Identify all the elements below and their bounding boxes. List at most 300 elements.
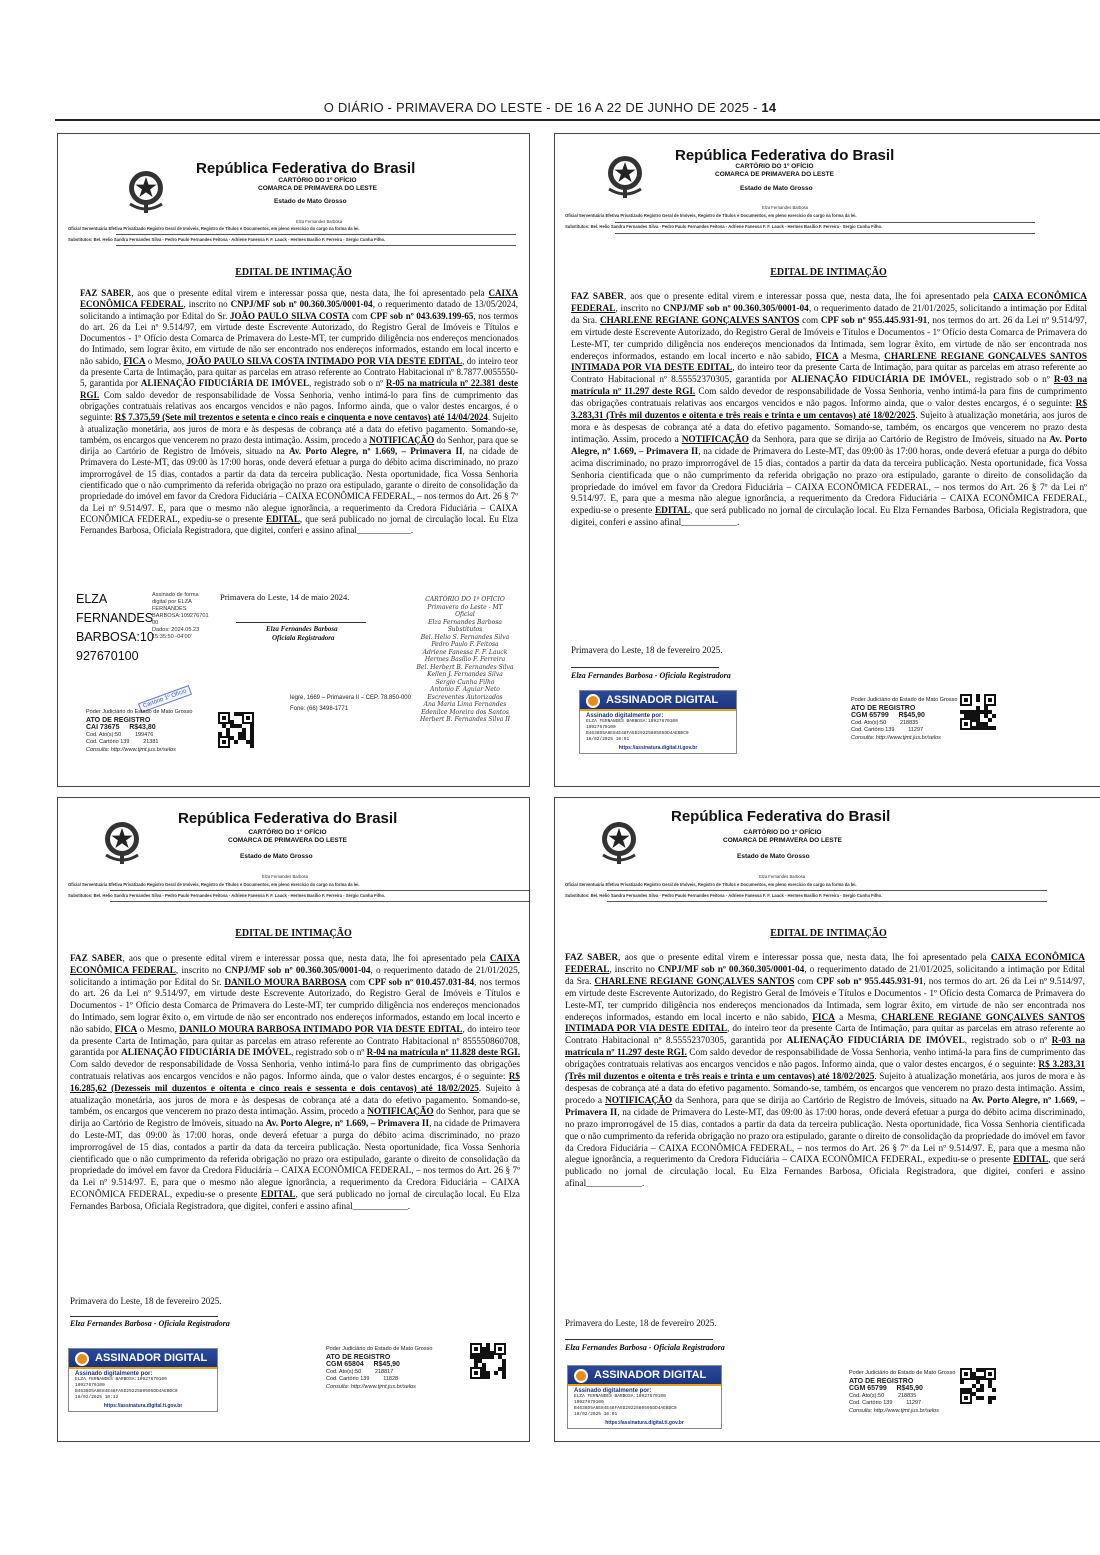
reg-consulta (849, 1408, 955, 1416)
hand-line: Antonio F. Aguiar Neto (430, 686, 500, 693)
hand-line: Escreventes Autorizados (427, 693, 503, 701)
coat-of-arms-icon (593, 815, 645, 867)
signature-line (565, 1339, 713, 1340)
cartorio-name (258, 177, 377, 193)
body-text: Com saldo devedor de responsabilidade de Vossa Senhoria, venho intimá-lo para fins de cumprimento das obrigações contratuais relativas aos encargos vencidos e não pagos. Informo ainda, que o valor destes encargos, é o seguinte: (80, 389, 518, 423)
badge-line: 18/02/2025 10:01 (574, 1412, 618, 1417)
body-text: . Sujeito à atualização monetária, aos juros de mora e às despesas de cobrança até a data do efetivo pagamento. Somando-se, também, os encargos que vencerem no prazo desta intimação. Assim, procedo a (565, 1072, 1085, 1106)
faz-saber: FAZ SABER (565, 953, 619, 963)
edital-body (70, 953, 520, 1213)
edital-header (555, 134, 1100, 254)
qr-code-icon (218, 712, 254, 748)
reg-cod-ato-text: Cod. Ato(s):50 (326, 1368, 362, 1375)
body-text: . Sujeito à atualização monetária, aos juros de mora e às despesas de cobrança até a data do efetivo pagamento. Somando-se, também, os encargos que vencerem no prazo desta intimação. Assim, procedo a (70, 1082, 520, 1117)
edital-header (58, 798, 529, 918)
reg-cod-cart-text: Cod. Cartório 139 (86, 739, 130, 745)
oficial-name: Elza Fernandes Barbosa (296, 219, 343, 224)
badge-label: Assinado digitalmente por: (574, 1388, 652, 1394)
estado-line: Estado de Mato Grosso (240, 853, 313, 860)
body-text: , que será publicado no jornal de circulação local. Eu Elza Fernandes Barbosa, Oficiala Registradora, que digitei, conferi e assino afinal____________. (70, 1188, 520, 1211)
address: Av. Porto Alegre, nº 1.669, – Primavera II (289, 446, 463, 457)
reg-poder: Poder Judiciário do Estado de Mato Grosso (849, 1370, 956, 1376)
hand-line: Hermes Basílio F. Ferreira (424, 656, 506, 663)
cartorio-line: CARTÓRIO DO 1º OFÍCIO (278, 177, 357, 184)
intimado-name: CHARLENE REGIANE GONÇALVES SANTOS (599, 315, 800, 326)
dsign-line: 00 (152, 620, 159, 626)
hand-line: Kellen J. Fernandes Silva (427, 671, 503, 678)
comarca-line: COMARCA DE PRIMAVERA DO LESTE (228, 837, 347, 844)
edital-title: EDITAL DE INTIMAÇÃO (235, 267, 352, 278)
oficial-line (565, 882, 857, 887)
badge-line: 18/02/2025 10:12 (75, 1395, 119, 1400)
reg-ato: ATO DE REGISTRO (86, 716, 151, 724)
oficial-line (565, 213, 857, 218)
body-text: , na cidade de Primavera do Leste-MT, das 09:00 às 17:00 horas, onde deverá efetuar a purga do débito acima discriminado, no prazo improrrogável de 15 dias, contados a partir da data da terceira publicação. Nesta oportunidade, fica Vossa Senhoria cientificada que o não cumprimento da referida obrigação no prazo ora estipulado, garante o direito de consolidação da propriedade do imóvel em favor da Credora Fiduciária – CAIXA ECONÔMICA FEDERAL, – nos termos do Art. 26 § 7º da Lei nº 9.514/97. E, para que a mesma não alegue ignorância, a requerimento da Credora Fiduciária – CAIXA ECONÔMICA FEDERAL, expediu-se o presente (565, 1107, 1085, 1166)
cartorio-stamp: Cartório 1º Ofício (138, 685, 192, 713)
alienacao: ALIENAÇÃO FIDUCIÁRIA DE IMÓVEL (786, 1036, 965, 1047)
hand-line: Primavera do Leste - MT (427, 603, 503, 611)
reg-ato: ATO DE REGISTRO (849, 1377, 914, 1385)
badge-title: ASSINADOR DIGITAL (594, 1369, 707, 1381)
body-text: , inscrito no (183, 299, 231, 310)
fica: FICA (123, 355, 146, 366)
edital-panel-charlene-republication (554, 797, 1100, 1442)
intimado-statement: DANILO MOURA BARBOSA INTIMADO POR VIA DESTE EDITAL (179, 1023, 463, 1034)
hand-line: Edenilce Moreira dos Santos (421, 708, 509, 716)
estado-line: Estado de Mato Grosso (737, 853, 810, 860)
signature-logo-icon (574, 1369, 588, 1383)
reg-cod-ato-text: Cod. Ato(s):50 (849, 1392, 885, 1399)
matricula: R-05 na matrícula nº 22.381 deste RGI. (80, 378, 518, 400)
signer-name: Elza Fernandes Barbosa (266, 625, 338, 633)
reg-cod-cart (851, 727, 957, 735)
office-address-line: legre, 1669 – Primavera II – CEP. 78.850-000 (290, 695, 411, 701)
digital-signature-badge (68, 1348, 218, 1412)
oficial-line-text: Oficial Serventuária Efetiva Privatizado Registro Geral de Imóveis, Registro de Títulos e Documentos, em pleno exercício do cargo na forma da lei. (68, 882, 360, 887)
fica: FICA (114, 1023, 138, 1034)
reg-cgm (86, 724, 192, 732)
handwritten-stamp (410, 596, 520, 724)
republica-title: República Federativa do Brasil (178, 810, 398, 827)
hand-line: Elza Fernandes Barbosa (428, 618, 502, 626)
oficial-name: Elza Fernandes Barbosa (262, 874, 309, 879)
dsign-line: BARBOSA:109276701 (152, 613, 209, 619)
creditor-name: CAIXA ECONÔMICA FEDERAL (70, 953, 520, 975)
badge-line: B4638D5A6E84E48FA5D2922580595DD4AEBDC0 (574, 1406, 677, 1411)
edital-body (80, 288, 518, 537)
substitutos-line-text: Substitutos: Bel. Helio Sandra Fernandes Silva - Pedro Paulo Fernandes Feitosa - Adriene Fanessa F. F. Lauck - Hermes Basílio F. Ferreira - Sergio Cunha Filho. (565, 893, 883, 898)
dsign-line: FERNANDES (152, 606, 187, 612)
body-text: , o requerimento datado de 21/01/2025, solicitando a intimação por Edital da Sra. (571, 303, 1087, 326)
body-text: . Sujeito à atualização monetária, aos juros de mora e às despesas de cobrança até a data do efetivo pagamento. Somando-se, também, os encargos que vencerem no prazo desta intimação. Assim, procedo a (571, 411, 1088, 445)
body-text: , aos que o presente edital virem e interessar possa que, nesta data, lhe foi apresentado pela (122, 953, 490, 963)
reg-ato: ATO DE REGISTRO (851, 704, 916, 712)
signature-line (571, 667, 719, 668)
cpf: CPF sob nº 010.457.031-84 (368, 976, 475, 987)
intimado-statement: CHARLENE REGIANE GONÇALVES SANTOS INTIMADA POR VIA DESTE EDITAL (571, 351, 1087, 374)
cartorio-name (228, 829, 347, 845)
reg-poder: Poder Judiciário do Estado de Mato Grosso (86, 709, 193, 715)
header-rule (615, 222, 1035, 223)
signer-footer: Elza Fernandes Barbosa - Oficiala Registradora (70, 1319, 230, 1328)
debt-amount: R$ 3.283,31 (Três mil duzentos e oitenta e três reais e trinta e um centavos) até 18/02/2025 (565, 1060, 1085, 1083)
badge-header (580, 691, 736, 711)
edital-header (555, 798, 1100, 918)
dsign-line: 15:35:50 -04'00' (152, 634, 192, 640)
header-rule (116, 245, 516, 246)
body-text: , inscrito no (175, 964, 225, 975)
office-phone: Fone: (66) 3498-1771 (290, 706, 349, 712)
reg-cod-cart-text: Cod. Cartório 139 (326, 1376, 370, 1382)
creditor-name: CAIXA ECONÔMICA FEDERAL (80, 288, 519, 310)
registry-seal (326, 1346, 432, 1391)
badge-line: ELZA FERNANDES BARBOSA:10927670100 (75, 1377, 167, 1382)
body-text: , o requerimento datado de 21/01/2025, solicitando a intimação por Edital da Sra. (565, 964, 1085, 987)
reg-valor: R$45,90 (896, 1385, 923, 1392)
cartorio-line: CARTÓRIO DO 1º OFÍCIO (735, 163, 814, 170)
cnpj: CNPJ/MF sob nº 00.360.305/0001-04 (657, 964, 805, 975)
republica-title: República Federativa do Brasil (671, 808, 891, 825)
signature-line (236, 622, 366, 623)
edital-word: EDITAL (260, 1188, 296, 1199)
reg-consulta-text: Consulta: http://www.tjmt.jus.br/selos (86, 746, 176, 753)
body-text: , aos que o presente edital virem e interessar possa que, nesta data, lhe foi apresentado pela (618, 953, 991, 963)
badge-line: ELZA FERNANDES BARBOSA:10927670100 (574, 1394, 666, 1399)
edital-date: Primavera do Leste, 18 de fevereiro 2025. (70, 1296, 222, 1306)
cartorio-line: CARTÓRIO DO 1º OFÍCIO (248, 829, 327, 836)
header-rule (110, 890, 530, 891)
body-text: , nos termos do art. 26 da Lei nº 9.514/97, em virtude deste Escrevente Autorizado, do Registro Geral de Imóveis e Títulos e Documentos - 1º Ofício desta Comarca de Primavera do Leste-MT, ter cumprido diligência nos endereços mencionados da Intimada, sem lograr êxito, em virtude de não ser encontrada nos endereços informados, estando em local incerto e não sabido, (565, 976, 1086, 1023)
body-text: , na cidade de Primavera do Leste-MT, das 09:00 às 17:00 horas, onde deverá efetuar a purga do débito acima discriminado, no prazo improrrogável de 15 dias, contados a partir da data da terceira publicação. Nesta oportunidade, fica Vossa Senhoria cientificado que o não cumprimento da referida obrigação no prazo ora estipulado, garante o direito de consolidação da propriedade do imóvel em favor da Credora Fiduciária – CAIXA ECONÔMICA FEDERAL, – nos termos do Art. 26 § 7º da Lei nº 9.514/97. E, para que o mesmo não alegue ignorância, a requerimento da Credora Fiduciária – CAIXA ECONÔMICA FEDERAL, expediu-se o presente (80, 446, 518, 524)
address: Av. Porto Alegre, nº 1.669, – Primavera II (565, 1095, 1086, 1118)
reg-valor: R$45,90 (898, 712, 925, 719)
reg-valor: R$43,80 (129, 724, 156, 731)
body-text: , aos que o presente edital virem e interessar possa que, nesta data, lhe foi apresentado pela (131, 288, 489, 298)
reg-num2: 21381 (143, 739, 159, 745)
notificacao: NOTIFICAÇÃO (604, 1095, 673, 1106)
edital-word: EDITAL (1013, 1155, 1049, 1166)
body-text: , do inteiro teor da presente Carta de Intimação, para quitar as parcelas em atraso referente ao Contrato Habitacional nº 8.55552370305, garantida por (571, 363, 1087, 386)
substitutos-line-text: Substitutos: Bel. Helio Sandra Fernandes Silva - Pedro Paulo Fernandes Feitosa - Adriene Fanessa F. F. Lauck - Hermes Basílio F. Ferreira - Sergio Cunha Filho. (68, 893, 386, 898)
reg-poder: Poder Judiciário do Estado de Mato Grosso (851, 697, 958, 703)
signature-logo-icon (75, 1352, 89, 1366)
dsign-line: digital por ELZA (152, 599, 192, 605)
edital-panel-charlene (554, 133, 1100, 787)
hand-line: Herbert B. Fernandes Silva II (420, 716, 510, 723)
cpf: CPF sob nº 955.445.931-91 (816, 976, 924, 987)
cpf: CPF sob nº 043.639.199-65 (370, 310, 474, 321)
reg-consulta-text: Consulta: http://www.tjmt.jus.br/selos (851, 734, 941, 741)
edital-header (58, 134, 529, 254)
header-rule (607, 901, 1047, 902)
edital-body (571, 292, 1087, 530)
edital-title: EDITAL DE INTIMAÇÃO (770, 267, 887, 278)
qr-code-icon (960, 1368, 996, 1404)
badge-body (69, 1369, 217, 1411)
hand-line: Oficial (455, 611, 475, 618)
signer-line: BARBOSA:10 (76, 630, 154, 644)
oficial-line (68, 226, 360, 231)
body-text: do Senhor, para que se dirija ao Cartório de Registro de Imóveis, situado na (70, 1106, 521, 1129)
reg-ato: ATO DE REGISTRO (326, 1353, 391, 1361)
hand-line: Adriene Fanessa F. F. Lauck (422, 648, 508, 656)
office-address (290, 693, 411, 715)
body-text: , na cidade de Primavera do Leste-MT, das 09:00 às 17:00 horas, onde deverá efetuar a purga do débito acima discriminado, no prazo improrrogável de 15 dias, contados a partir da data da terceira publicação. Nesta oportunidade, fica Vossa Senhoria cientificada que o não cumprimento da referida obrigação no prazo ora estipulado, garante o direito de consolidação da propriedade do imóvel em favor da Credora Fiduciária – CAIXA ECONÔMICA FEDERAL, – nos termos do Art. 26 § 7º da Lei nº 9.514/97. E, para que a mesma não alegue ignorância, a requerimento da Credora Fiduciária – CAIXA ECONÔMICA FEDERAL, expediu-se o presente (571, 446, 1087, 517)
substitutos-line-text: Substitutos: Bel. Helio Sandra Fernandes Silva - Pedro Paulo Fernandes Feitosa - Adriene Fanessa F. F. Lauck - Hermes Basílio F. Ferreira - Sergio Cunha Filho. (565, 224, 883, 229)
cpf: CPF sob nº 955.445.931-91 (820, 315, 928, 326)
body-text: com (346, 976, 369, 987)
qr-code-icon (470, 1343, 506, 1379)
reg-consulta (326, 1384, 432, 1392)
republica-title: República Federativa do Brasil (675, 147, 895, 164)
reg-cod-ato (851, 720, 957, 728)
matricula: R-03 na matrícula nº 11.297 deste RGI. (571, 375, 1087, 398)
badge-url: https://assinatura.digital.ti.gov.br (605, 1420, 684, 1426)
badge-title: ASSINADOR DIGITAL (95, 1352, 208, 1364)
hand-line: Substitutos (447, 626, 483, 633)
reg-num1: 218817 (374, 1368, 394, 1375)
body-text: , o requerimento datado de 13/05/2024, solicitando a intimação por Edital do Sr. (80, 299, 518, 321)
substitutos-line (565, 224, 882, 229)
hand-line: Bel. Herbert B. Fernandes Silva (416, 663, 514, 671)
signer-line: FERNANDES (76, 611, 154, 625)
reg-cgm (849, 1385, 955, 1393)
edital-title: EDITAL DE INTIMAÇÃO (235, 928, 352, 939)
edital-title: EDITAL DE INTIMAÇÃO (770, 928, 887, 939)
page-number: 14 (761, 100, 777, 115)
comarca-line: COMARCA DE PRIMAVERA DO LESTE (258, 185, 377, 192)
edital-date: Primavera do Leste, 14 de maio 2024. (220, 592, 350, 602)
faz-saber: FAZ SABER (571, 292, 624, 302)
cartorio-line: CARTÓRIO DO 1º OFÍCIO (743, 829, 822, 836)
substitutos-line-text: Substitutos: Bel. Helio Sandra Fernandes Silva - Pedro Paulo Fernandes Feitosa - Adriene Fanessa F. F. Lauck - Hermes Basílio F. Ferreira - Sergio Cunha Filho. (68, 237, 386, 242)
reg-cod-cart-text: Cod. Cartório 139 (851, 727, 895, 733)
badge-line: B4638D5A6E84E48FA5D2922580595DD4AEBDC0 (586, 731, 689, 736)
badge-label: Assinado digitalmente por: (586, 713, 664, 719)
comarca-line: COMARCA DE PRIMAVERA DO LESTE (723, 837, 842, 844)
faz-saber: FAZ SABER (80, 288, 132, 298)
body-text: , nos termos do art. 26 da Lei nº 9.514/97, em virtude deste Escrevente Autorizado, do Registro Geral de Imóveis e Títulos e Documentos - 1º Ofício desta Comarca de Primavera do Leste-MT, ter cumprido diligência nos endereços mencionados do Intimado, sem lograr êxito, em virtude de não ser encontrado nos endereços informados, estando em local incerto e não sabido, (80, 310, 518, 366)
reg-cod-ato-text: Cod. Ato(s):50 (851, 719, 887, 726)
substitutos-line (68, 237, 385, 242)
registry-seal (849, 1370, 955, 1415)
reg-cod-ato (849, 1393, 955, 1401)
debt-amount: R$ 7.375,59 (Sete mil trezentos e setenta e cinco reais e cinquenta e nove centavos) até 14/04/2024 (114, 412, 488, 423)
digital-signature-badge (567, 1365, 722, 1429)
reg-cod-ato (86, 732, 192, 740)
cnpj: CNPJ/MF sob nº 00.360.305/0001-04 (224, 964, 371, 975)
dsign-line: Assinado de forma (152, 592, 199, 598)
body-text: a Mesma, (834, 1012, 882, 1023)
dsign-line: Dados: 2024.05.23 (152, 627, 200, 633)
reg-cgm (326, 1361, 432, 1369)
alienacao: ALIENAÇÃO FIDUCIÁRIA DE IMÓVEL (140, 378, 309, 389)
badge-header (69, 1349, 217, 1369)
hand-line: Ana Maria Lima Fernandes (423, 701, 507, 708)
oficial-name: Elza Fernandes Barbosa (759, 874, 806, 879)
masthead-text: O DIÁRIO - PRIMAVERA DO LESTE - DE 16 A 22 DE JUNHO DE 2025 - (323, 100, 762, 115)
intimado-name: DANILO MOURA BARBOSA (224, 976, 347, 987)
reg-cod-ato-text: Cod. Ato(s):50 (86, 731, 122, 738)
badge-line: ELZA FERNANDES BARBOSA:10927670100 (586, 719, 678, 724)
body-text: Com saldo devedor de responsabilidade de Vossa Senhoria, venho intimá-la para fins de cumprimento das obrigações contratuais relativas aos encargos vencidos e não pagos. Informo ainda, que o valor destes encargos, é o seguinte: (571, 387, 1087, 410)
edital-body (565, 953, 1085, 1191)
hand-line: Pedro Paulo F. Feitosa (431, 641, 499, 648)
cartorio-name (715, 163, 834, 179)
substitutos-line (565, 893, 882, 898)
badge-line: B4638D5A6E84E48FA5D2922580595DD4AEBDC0 (75, 1389, 178, 1394)
signer-line: 927670100 (76, 649, 139, 663)
reg-num1: 218835 (897, 1392, 917, 1399)
body-text: com (349, 310, 371, 321)
qr-code-icon (960, 694, 996, 730)
body-text: do Senhor, para que se dirija ao Cartório de Registro de Imóveis, situado na (80, 434, 518, 457)
oficial-line-text: Oficial Serventuária Efetiva Privatizado Registro Geral de Imóveis, Registro de Títulos e Documentos, em pleno exercício do cargo na forma da lei. (565, 213, 857, 218)
creditor-name: CAIXA ECONÔMICA FEDERAL (565, 953, 1085, 975)
matricula: R-04 na matrícula nº 11.828 deste RGI. (366, 1047, 520, 1058)
body-text: , inscrito no (615, 303, 664, 314)
coat-of-arms-icon (96, 815, 148, 867)
digital-signature-badge (579, 690, 737, 754)
body-text: , registrado sob o nº (291, 1047, 367, 1058)
badge-line: 10927670100 (75, 1383, 105, 1388)
reg-cgm-code: CGM 65799 (851, 712, 889, 719)
body-text: o Mesmo, (145, 355, 187, 366)
header-rule (615, 233, 1035, 234)
alienacao: ALIENAÇÃO FIDUCIÁRIA DE IMÓVEL (121, 1047, 292, 1058)
registry-seal (851, 697, 957, 742)
address: Av. Porto Alegre, nº 1.669, – Primavera II (571, 434, 1087, 457)
alienacao: ALIENAÇÃO FIDUCIÁRIA DE IMÓVEL (791, 375, 969, 386)
reg-cgm-code: CAI 73675 (86, 724, 120, 731)
digital-signature-info (152, 592, 209, 641)
reg-consulta (851, 735, 957, 743)
badge-line: 10927670100 (574, 1400, 604, 1405)
reg-cod-ato (326, 1369, 432, 1377)
notificacao: NOTIFICAÇÃO (681, 434, 749, 445)
reg-num1: 218835 (899, 719, 919, 726)
reg-poder: Poder Judiciário do Estado de Mato Grosso (326, 1346, 433, 1352)
intimado-statement: CHARLENE REGIANE GONÇALVES SANTOS INTIMADA POR VIA DESTE EDITAL (565, 1012, 1085, 1035)
fica: FICA (812, 1012, 835, 1023)
badge-header (568, 1366, 721, 1386)
coat-of-arms-icon (599, 149, 651, 201)
edital-panel-joao-paulo (57, 133, 530, 787)
hand-line: Bel. Helio S. Fernandes Silva (420, 633, 510, 641)
signature-logo-icon (586, 694, 600, 708)
body-text: , nos termos do art. 26 da Lei nº 9.514/97, em virtude deste Escrevente Autorizado, do Registro Geral de Imóveis e Títulos e Documentos - 1º Ofício desta Comarca de Primavera do Leste-MT, ter cumprido diligência nos endereços mencionados da Intimada, sem lograr êxito, em virtude de não ser encontrada nos endereços informados, estando em local incerto e não sabido, (571, 315, 1087, 362)
estado-line: Estado de Mato Grosso (274, 198, 347, 205)
intimado-statement: JOÃO PAULO SILVA COSTA INTIMADO POR VIA DESTE EDITAL (186, 355, 463, 366)
body-text: . Sujeito à atualização monetária, aos juros de mora e às despesas de cobrança até a data do efetivo pagamento. Somando-se, também, os encargos que vencerem no prazo desta intimação. Assim, procedo a (80, 412, 518, 445)
comarca-line: COMARCA DE PRIMAVERA DO LESTE (715, 171, 834, 178)
body-text: a Mesma, (838, 351, 885, 362)
body-text: , que será publicado no jornal de circulação local. Eu Elza Fernandes Barbosa, Oficiala Registradora, que digitei, conferi e assino afinal____________. (565, 1155, 1085, 1190)
badge-body (568, 1386, 721, 1428)
oficial-line-text: Oficial Serventuária Efetiva Privatizado Registro Geral de Imóveis, Registro de Títulos e Documentos, em pleno exercício do cargo na forma da lei. (68, 226, 360, 231)
edital-panel-danilo (57, 797, 530, 1442)
cnpj: CNPJ/MF sob nº 00.360.305/0001-04 (663, 303, 809, 314)
edital-word: EDITAL (266, 513, 300, 524)
body-text: com (794, 976, 817, 987)
body-text: , aos que o presente edital virem e interessar possa que, nesta data, lhe foi apresentado pela (623, 292, 994, 302)
reg-cgm (851, 712, 957, 720)
cartorio-name (723, 829, 842, 845)
edital-date: Primavera do Leste, 18 de fevereiro 2025. (565, 1318, 717, 1328)
address: Av. Porto Alegre, nº 1.669, – Primavera II (265, 1118, 430, 1129)
edital-word: EDITAL (654, 506, 690, 517)
registry-seal (86, 709, 192, 754)
body-text: , na cidade de Primavera do Leste-MT, das 09:00 às 17:00 horas, onde deverá efetuar a purga do débito acima discriminado, no prazo improrrogável de 15 dias, contados a partir da data da terceira publicação. Nesta oportunidade, fica Vossa Senhoria cientificado que o não cumprimento da referida obrigação no prazo ora estipulado, garante o direito de consolidação da propriedade do imóvel em favor da Credora Fiduciária – CAIXA ECONÔMICA FEDERAL, – nos termos do Art. 26 § 7º da Lei nº 9.514/97. E, para que o mesmo não alegue ignorância, a requerimento da Credora Fiduciária – CAIXA ECONÔMICA FEDERAL, expediu-se o presente (70, 1118, 520, 1199)
body-text: da Senhora, para que se dirija ao Cartório de Registro de Imóveis, situado na (748, 434, 1050, 445)
notificacao: NOTIFICAÇÃO (367, 1106, 434, 1117)
header-rule (116, 234, 516, 235)
reg-num2: 11297 (906, 1400, 922, 1406)
badge-line: 18/02/2025 10:01 (586, 737, 630, 742)
body-text: , registrado sob o nº (968, 375, 1054, 386)
masthead-rule (55, 119, 1100, 121)
oficial-name: Elza Fernandes Barbosa (762, 205, 809, 210)
reg-cod-cart (86, 739, 192, 747)
intimado-name: JOÃO PAULO SILVA COSTA (230, 310, 350, 321)
body-text: , registrado sob o nº (964, 1036, 1052, 1047)
debt-amount: R$ 3.283,31 (Três mil duzentos e oitenta e três reais e trinta e um centavos) até 18/02/2025 (571, 399, 1087, 422)
body-text: , que será publicado no jornal de circulação local. Eu Elza Fernandes Barbosa, Oficiala Registradora, que digitei, conferi e assino afinal____________. (571, 506, 1087, 529)
body-text: , do inteiro teor da presente Carta de Intimação, para quitar as parcelas em atraso referente ao Contrato Habitacional nº 8.55552370305, garantida por (565, 1024, 1085, 1047)
signer-footer: Elza Fernandes Barbosa - Oficiala Registradora (565, 1343, 725, 1352)
reg-num1: 199476 (134, 731, 154, 738)
body-text: , registrado sob o nº (309, 378, 386, 389)
faz-saber: FAZ SABER (70, 953, 123, 963)
badge-body (580, 711, 736, 753)
body-text: o Mesmo, (137, 1023, 180, 1034)
signer-name-block (76, 590, 154, 666)
edital-date: Primavera do Leste, 18 de fevereiro 2025. (571, 645, 723, 655)
creditor-name: CAIXA ECONÔMICA FEDERAL (571, 292, 1087, 314)
reg-cod-cart (326, 1376, 432, 1384)
reg-num2: 11828 (383, 1376, 399, 1382)
hand-line: CARTÓRIO DO 1º OFÍCIO (425, 596, 505, 603)
matricula: R-03 na matrícula nº 11.297 deste RGI. (565, 1036, 1085, 1059)
oficial-line (68, 882, 360, 887)
reg-consulta-text: Consulta: http://www.tjmt.jus.br/selos (849, 1407, 939, 1414)
signer-role: Oficiala Registradora (272, 634, 335, 642)
estado-line: Estado de Mato Grosso (740, 185, 813, 192)
body-text: , o requerimento datado de 21/01/2025, solicitando a intimação por Edital do Sr. (70, 964, 520, 987)
body-text: Com saldo devedor de responsabilidade de Vossa Senhoria, venho intimá-lo para fins de cumprimento das obrigações contratuais relativas aos encargos vencidos e não pagos. Informo ainda, que o valor destes encargos, é o seguinte: (70, 1059, 520, 1081)
badge-line: 10927670100 (586, 725, 616, 730)
signer-line: ELZA (76, 592, 108, 606)
reg-num2: 11297 (908, 727, 924, 733)
badge-url: https://assinatura.digital.ti.gov.br (103, 1403, 183, 1409)
header-rule (607, 890, 1047, 891)
body-text: da Senhora, para que se dirija ao Cartório de Registro de Imóveis, situado na (672, 1095, 972, 1106)
body-text: , inscrito no (609, 964, 658, 975)
badge-label: Assinado digitalmente por: (75, 1371, 153, 1377)
reg-cod-cart-text: Cod. Cartório 139 (849, 1400, 893, 1406)
cnpj: CNPJ/MF sob nº 00.360.305/0001-04 (230, 299, 373, 310)
body-text: , do inteiro teor da presente Carta de Intimação, para quitar as parcelas em atraso referente ao Contrato Habitacional nº 855550860708, garantida por (70, 1023, 520, 1058)
reg-cgm-code: CGM 65804 (326, 1361, 364, 1368)
reg-cod-cart (849, 1400, 955, 1408)
body-text: , que será publicado no jornal de circulação local. Eu Elza Fernandes Barbosa, Oficiala Registradora, que digitei, conferi e assino afinal____________. (80, 513, 518, 536)
fica: FICA (815, 351, 839, 362)
signature-line (70, 1316, 218, 1317)
substitutos-line (68, 893, 385, 898)
body-text: com (799, 315, 821, 326)
reg-consulta-text: Consulta: http://www.tjmt.jus.br/selos (326, 1383, 416, 1390)
signer-footer: Elza Fernandes Barbosa - Oficiala Registradora (571, 671, 731, 680)
